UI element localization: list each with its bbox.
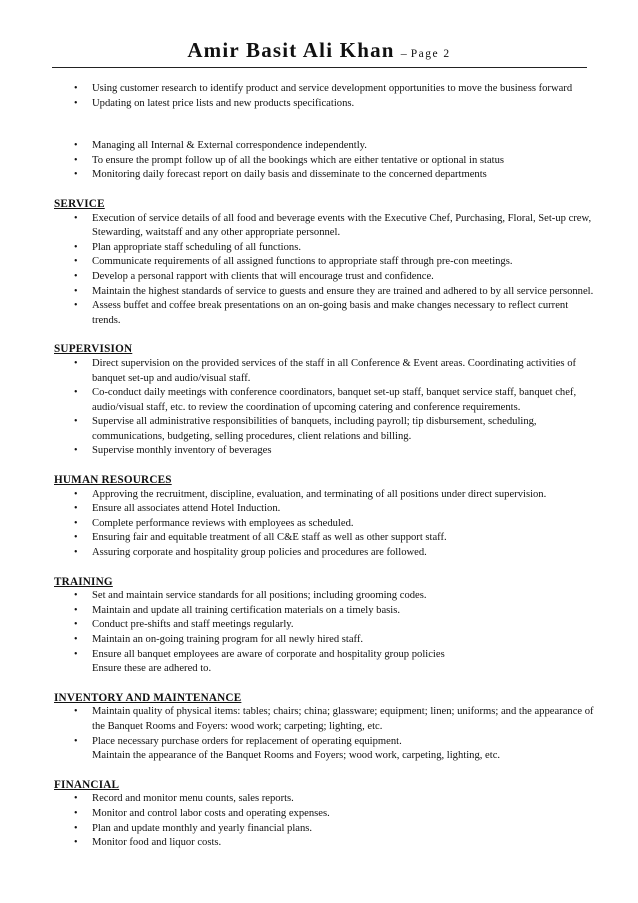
list-item-text: Conduct pre-shifts and staff meetings regularly.: [92, 619, 294, 631]
bullet-icon: •: [74, 807, 78, 819]
list-item: [54, 648, 594, 677]
section-supervision: [54, 342, 594, 459]
bullet-icon: •: [74, 154, 78, 166]
bullet-icon: •: [74, 300, 78, 312]
list-item-text: Monitoring daily forecast report on daily basis and disseminate to the concerned departments: [92, 169, 487, 181]
page-number: Page 2: [410, 48, 451, 60]
human-resources-list: [54, 488, 594, 561]
section-inventory: [54, 691, 594, 764]
list-item-text: Complete performance reviews with employees as scheduled.: [92, 517, 354, 529]
list-item: [54, 705, 594, 734]
list-item-text: Monitor food and liquor costs.: [92, 837, 222, 849]
bullet-icon: •: [74, 387, 78, 399]
inventory-list: [54, 705, 594, 763]
list-item-continuation: Maintain the appearance of the Banquet Rooms and Foyers; wood work, carpeting, lighting, etc.: [92, 750, 501, 762]
list-item-text: Direct supervision on the provided services of the staff in all Conference & Event areas. Coordinating activities of banquet set-up and audio/visual staff.: [92, 357, 577, 384]
section-financial: [54, 778, 594, 851]
bullet-icon: •: [74, 604, 78, 616]
list-item: [54, 386, 594, 415]
list-item: [54, 241, 594, 256]
section-gap: [54, 111, 594, 139]
header-separator: –: [400, 46, 407, 60]
list-item-text: Plan and update monthly and yearly financial plans.: [92, 822, 313, 834]
list-item: [54, 139, 594, 154]
section-title-supervision: SUPERVISION: [54, 343, 133, 356]
bullet-icon: •: [74, 735, 78, 747]
financial-list: [54, 792, 594, 850]
list-item: [54, 589, 594, 604]
bullet-icon: •: [74, 837, 78, 849]
list-item-text: Supervise monthly inventory of beverages: [92, 445, 272, 457]
list-item-text: Maintain an on-going training program for all newly hired staff.: [92, 634, 364, 645]
bullet-icon: •: [74, 517, 78, 529]
list-item-text: Place necessary purchase orders for replacement of operating equipment.: [92, 735, 402, 747]
candidate-name: Amir Basit Ali Khan: [187, 38, 395, 62]
section-human-resources: [54, 473, 594, 561]
resume-body: [54, 82, 594, 851]
list-item-text: Execution of service details of all food and beverage events with the Executive Chef, Purchasing, Floral, Set-up crew, Stewarding, waitstaff and any other appropriate personnel.: [92, 212, 592, 239]
list-item-text: Assuring corporate and hospitality group policies and procedures are followed.: [92, 547, 427, 559]
bullet-icon: •: [74, 793, 78, 805]
list-item: [54, 212, 594, 241]
section-title-human-resources: HUMAN RESOURCES: [54, 474, 172, 487]
bullet-icon: •: [74, 619, 78, 631]
service-list: [54, 212, 594, 329]
list-item-text: Updating on latest price lists and new products specifications.: [92, 97, 355, 109]
list-item: [54, 97, 594, 112]
list-item: [54, 604, 594, 619]
training-list: [54, 589, 594, 677]
list-item: [54, 822, 594, 837]
list-item: [54, 444, 594, 459]
bullet-icon: •: [74, 532, 78, 544]
list-item: [54, 792, 594, 807]
list-item-text: Ensure all banquet employees are aware of corporate and hospitality group policies: [92, 648, 445, 660]
list-item: [54, 299, 594, 328]
bullet-icon: •: [74, 97, 78, 109]
list-item-continuation: Ensure these are adhered to.: [92, 663, 212, 675]
list-item-text: Monitor and control labor costs and operating expenses.: [92, 807, 330, 819]
bullet-icon: •: [74, 590, 78, 602]
list-item-text: Ensuring fair and equitable treatment of all C&E staff as well as other support staff.: [92, 532, 447, 544]
list-item-text: Maintain and update all training certification materials on a timely basis.: [92, 604, 401, 616]
section-title-financial: FINANCIAL: [54, 778, 120, 791]
bullet-icon: •: [74, 140, 78, 152]
list-item: [54, 531, 594, 546]
list-item-text: Plan appropriate staff scheduling of all functions.: [92, 241, 301, 253]
section-title-inventory: INVENTORY AND MAINTENANCE: [54, 691, 242, 704]
list-item: [54, 546, 594, 561]
list-item-text: Approving the recruitment, discipline, evaluation, and terminating of all positions under direct supervision.: [92, 488, 547, 500]
list-item: [54, 357, 594, 386]
list-item: [54, 633, 594, 648]
bullet-icon: •: [74, 488, 78, 500]
bullet-icon: •: [74, 648, 78, 660]
list-item: [54, 415, 594, 444]
section-title-training: TRAINING: [54, 575, 113, 588]
bullet-icon: •: [74, 445, 78, 457]
list-item-text: Co-conduct daily meetings with conference coordinators, banquet set-up staff, banquet service staff, banquet chef, audio/visual staff, etc. to review the coordination of upcoming catering and conference requirements.: [92, 387, 577, 413]
intro-list-a: [54, 82, 594, 111]
list-item-text: To ensure the prompt follow up of all the bookings which are either tentative or optional in status: [92, 154, 505, 166]
intro-list-b: [54, 139, 594, 183]
bullet-icon: •: [74, 357, 78, 369]
bullet-icon: •: [74, 241, 78, 253]
bullet-icon: •: [74, 83, 78, 94]
list-item-text: Using customer research to identify product and service development opportunities to move the business forward: [92, 83, 573, 94]
list-item-text: Set and maintain service standards for all positions; including grooming codes.: [92, 590, 427, 602]
list-item: [54, 285, 594, 300]
bullet-icon: •: [74, 212, 78, 224]
list-item: [54, 255, 594, 270]
list-item-text: Supervise all administrative responsibilities of banquets, including payroll; tip disbursement, scheduling, communications, budgeting, selling procedures, client relations and billing.: [92, 416, 537, 442]
list-item: [54, 82, 594, 97]
page-header: [0, 38, 638, 63]
list-item-text: Ensure all associates attend Hotel Induction.: [92, 503, 281, 515]
supervision-list: [54, 357, 594, 459]
section-training: [54, 575, 594, 677]
list-item-text: Maintain the highest standards of service to guests and ensure they are trained and adhered to by all service personnel.: [92, 285, 594, 297]
bullet-icon: •: [74, 634, 78, 645]
header-rule: [52, 67, 587, 68]
bullet-icon: •: [74, 169, 78, 181]
list-item: [54, 154, 594, 169]
list-item-text: Managing all Internal & External correspondence independently.: [92, 140, 367, 152]
list-item: [54, 168, 594, 183]
section-service: [54, 197, 594, 328]
list-item: [54, 502, 594, 517]
list-item: [54, 270, 594, 285]
bullet-icon: •: [74, 270, 78, 282]
list-item-text: Communicate requirements of all assigned functions to appropriate staff through pre-con meetings.: [92, 256, 513, 268]
list-item: [54, 488, 594, 503]
list-item: [54, 836, 594, 851]
list-item-text: Record and monitor menu counts, sales reports.: [92, 793, 294, 805]
list-item: [54, 618, 594, 633]
bullet-icon: •: [74, 285, 78, 297]
list-item: [54, 807, 594, 822]
bullet-icon: •: [74, 416, 78, 428]
section-title-service: SERVICE: [54, 197, 105, 210]
bullet-icon: •: [74, 503, 78, 515]
bullet-icon: •: [74, 256, 78, 268]
bullet-icon: •: [74, 706, 78, 718]
bullet-icon: •: [74, 822, 78, 834]
list-item-text: Assess buffet and coffee break presentations on an on-going basis and make changes necessary to reflect current trends.: [92, 300, 569, 326]
list-item-text: Develop a personal rapport with clients that will encourage trust and confidence.: [92, 270, 434, 282]
list-item-text: Maintain quality of physical items: tables; chairs; china; glassware; equipment; linen; uniforms; and the appearance of the Banquet Rooms and Foyers: wood work; carpeting; lighting, etc.: [92, 706, 594, 732]
list-item: [54, 735, 594, 764]
list-item: [54, 517, 594, 532]
bullet-icon: •: [74, 547, 78, 559]
